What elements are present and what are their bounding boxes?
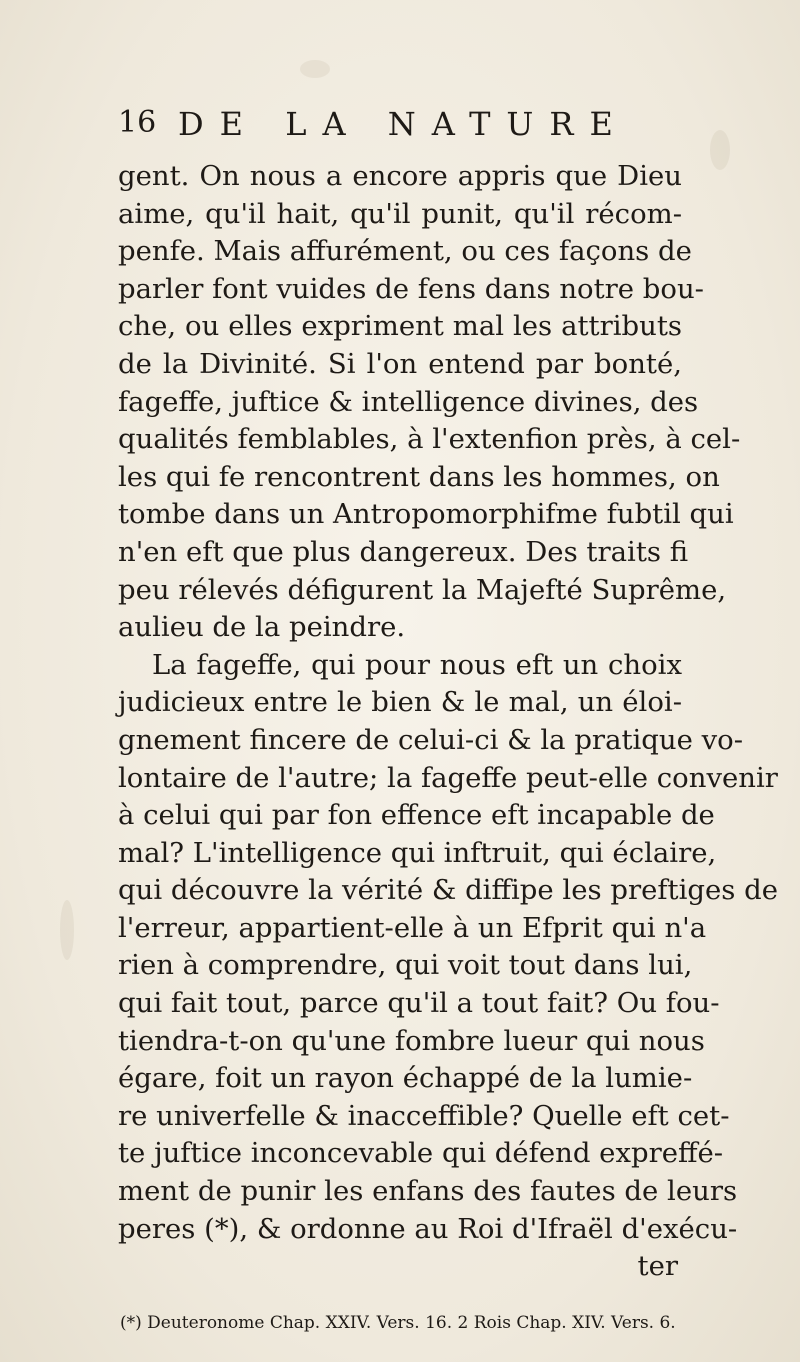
text-line: qui fait tout, parce qu'il a tout fait? Ou fou- bbox=[118, 987, 720, 1020]
text-line: che, ou elles expriment mal les attributs bbox=[118, 310, 682, 343]
text-line: re univerfelle & inacceffible? Quelle eft cet- bbox=[118, 1099, 730, 1132]
page-number: 16 bbox=[118, 105, 157, 140]
text-line: tombe dans un Antropomorphifme fubtil qui bbox=[118, 498, 734, 531]
text-line: égare, foit un rayon échappé de la lumie- bbox=[118, 1062, 693, 1095]
text-line: n'en eft que plus dangereux. Des traits fi bbox=[118, 535, 689, 568]
paper-stain bbox=[60, 900, 74, 960]
text-line: te juftice inconcevable qui défend expreffé- bbox=[118, 1137, 724, 1170]
text-line: peres (*), & ordonne au Roi d'Ifraël d'exécu- bbox=[118, 1212, 738, 1245]
text-line: aime, qu'il hait, qu'il punit, qu'il récom- bbox=[118, 197, 682, 230]
text-line: parler font vuides de fens dans notre bou- bbox=[118, 272, 704, 305]
catchword: ter bbox=[637, 1250, 678, 1283]
running-head: DE LA NATURE bbox=[178, 105, 629, 143]
page-header bbox=[118, 103, 698, 147]
text-line: qualités femblables, à l'extenfion près, à cel- bbox=[118, 423, 741, 456]
text-line: fageffe, juftice & intelligence divines, des bbox=[118, 385, 699, 418]
text-line: mal? L'intelligence qui inftruit, qui éclaire, bbox=[118, 836, 717, 869]
text-line: peu rélevés défigurent la Majefté Suprême, bbox=[118, 573, 727, 606]
text-line: de la Divinité. Si l'on entend par bonté, bbox=[118, 347, 682, 380]
text-line: gent. On nous a encore appris que Dieu bbox=[118, 160, 682, 192]
text-line: lontaire de l'autre; la fageffe peut-elle convenir bbox=[118, 761, 778, 794]
text-line: les qui fe rencontrent dans les hommes, on bbox=[118, 460, 720, 493]
text-line: ment de punir les enfans des fautes de leurs bbox=[118, 1175, 738, 1208]
footnote: (*) Deuteronome Chap. XXIV. Vers. 16. 2 Rois Chap. XIV. Vers. 6. bbox=[120, 1313, 676, 1333]
text-line: qui découvre la vérité & diffipe les preftiges de bbox=[118, 874, 778, 907]
text-line: judicieux entre le bien & le mal, un éloi- bbox=[118, 686, 682, 719]
paper-stain bbox=[300, 60, 330, 78]
paper-stain bbox=[710, 130, 730, 170]
text-line: aulieu de la peindre. bbox=[118, 611, 406, 644]
body-text bbox=[118, 158, 778, 1286]
text-line: à celui qui par fon effence eft incapable de bbox=[118, 799, 715, 832]
text-line: tiendra-t-on qu'une fombre lueur qui nous bbox=[118, 1024, 705, 1057]
text-line: penfe. Mais affurément, ou ces façons de bbox=[118, 235, 692, 268]
text-line: gnement fincere de celui-ci & la pratique vo- bbox=[118, 723, 744, 756]
text-line: l'erreur, appartient-elle à un Efprit qui n'a bbox=[118, 911, 707, 944]
text-line: La fageffe, qui pour nous eft un choix bbox=[152, 648, 682, 681]
text-line: rien à comprendre, qui voit tout dans lui, bbox=[118, 949, 693, 982]
